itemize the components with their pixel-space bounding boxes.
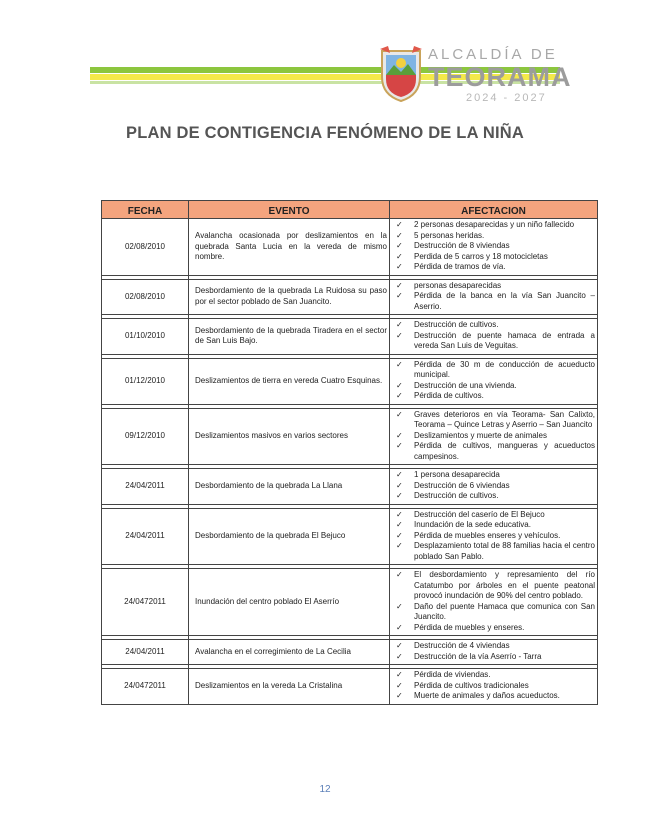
- cell-afectacion: [390, 669, 598, 705]
- afectacion-list: [392, 320, 595, 352]
- afectacion-list: [392, 641, 595, 662]
- cell-fecha: 02/08/2010: [102, 279, 189, 315]
- cell-fecha: 24/0472011: [102, 669, 189, 705]
- header-evento: EVENTO: [189, 201, 390, 219]
- table-row: [102, 569, 598, 636]
- table-row: [102, 669, 598, 705]
- cell-evento: Avalancha en el corregimiento de La Cecilia: [189, 640, 390, 665]
- cell-fecha: 24/0472011: [102, 569, 189, 636]
- cell-afectacion: [390, 640, 598, 665]
- header-fecha: FECHA: [102, 201, 189, 219]
- afectacion-item: ✓ Deslizamientos y muerte de animales: [392, 431, 595, 442]
- cell-afectacion: [390, 569, 598, 636]
- afectacion-item: ✓ Destrucción de puente hamaca de entrada a vereda San Luis de Veguitas.: [392, 331, 595, 352]
- events-table: [101, 200, 598, 705]
- afectacion-list: [392, 281, 595, 313]
- brand-years: 2024 - 2027: [466, 92, 547, 104]
- brand-name: TEORAMA: [428, 62, 572, 92]
- afectacion-item: ✓ 2 personas desaparecidas y un niño fallecido: [392, 220, 595, 231]
- cell-evento: Avalancha ocasionada por deslizamientos en la quebrada Santa Lucia en la vereda de mismo nombre.: [189, 219, 390, 276]
- afectacion-item: ✓ Pérdida de tramos de vía.: [392, 262, 595, 273]
- cell-evento: Deslizamientos masivos en varios sectores: [189, 408, 390, 465]
- afectacion-item: ✓ Pérdida de cultivos tradicionales: [392, 681, 595, 692]
- cell-fecha: 01/12/2010: [102, 358, 189, 404]
- table-row: [102, 358, 598, 404]
- cell-fecha: 24/04/2011: [102, 640, 189, 665]
- afectacion-list: [392, 220, 595, 273]
- afectacion-item: ✓ El desbordamiento y represamiento del río Catatumbo por árboles en el puente peatonal provocó inundación de 90% del centro poblado.: [392, 570, 595, 602]
- cell-fecha: 09/12/2010: [102, 408, 189, 465]
- afectacion-item: ✓ Destrucción de cultivos.: [392, 320, 595, 331]
- afectacion-item: ✓ Destrucción del caserío de El Bejuco: [392, 510, 595, 521]
- brand-block: [428, 46, 588, 105]
- cell-afectacion: [390, 279, 598, 315]
- afectacion-item: ✓ Destrucción de 6 viviendas: [392, 481, 595, 492]
- afectacion-item: ✓ Destrucción de cultivos.: [392, 491, 595, 502]
- cell-evento: Desbordamiento de la quebrada La Llana: [189, 469, 390, 505]
- brand-line-1: ALCALDÍA DE: [428, 46, 558, 63]
- afectacion-item: ✓ Destrucción de 4 viviendas: [392, 641, 595, 652]
- table-row: [102, 319, 598, 355]
- municipal-crest-icon: [378, 45, 424, 103]
- table-row: [102, 279, 598, 315]
- afectacion-item: ✓ Perdida de 5 carros y 18 motocicletas: [392, 252, 595, 263]
- cell-afectacion: [390, 219, 598, 276]
- cell-afectacion: [390, 469, 598, 505]
- afectacion-list: [392, 510, 595, 563]
- cell-fecha: 24/04/2011: [102, 508, 189, 565]
- table-row: [102, 640, 598, 665]
- afectacion-item: ✓ Pérdida de cultivos, mangueras y acueductos campesinos.: [392, 441, 595, 462]
- cell-evento: Desbordamiento de la quebrada La Ruidosa su paso por el sector poblado de San Juancito.: [189, 279, 390, 315]
- afectacion-item: ✓ Pérdida de muebles y enseres.: [392, 623, 595, 634]
- afectacion-list: [392, 470, 595, 502]
- table-row: [102, 508, 598, 565]
- cell-fecha: 02/08/2010: [102, 219, 189, 276]
- afectacion-item: ✓ Destrucción de la vía Aserrío - Tarra: [392, 652, 595, 663]
- cell-evento: Deslizamientos en la vereda La Cristalina: [189, 669, 390, 705]
- cell-evento: Deslizamientos de tierra en vereda Cuatro Esquinas.: [189, 358, 390, 404]
- header-afectacion: AFECTACION: [390, 201, 598, 219]
- cell-afectacion: [390, 508, 598, 565]
- cell-evento: Inundación del centro poblado El Aserrío: [189, 569, 390, 636]
- afectacion-item: ✓ Daño del puente Hamaca que comunica con San Juancito.: [392, 602, 595, 623]
- cell-evento: Desbordamiento de la quebrada Tiradera en el sector de San Luis Bajo.: [189, 319, 390, 355]
- page-number: 12: [319, 784, 331, 795]
- afectacion-item: ✓ 1 persona desaparecida: [392, 470, 595, 481]
- table-header-row: [102, 201, 598, 219]
- afectacion-item: ✓ Desplazamiento total de 88 familias hacia el centro poblado San Pablo.: [392, 541, 595, 562]
- afectacion-list: [392, 570, 595, 633]
- afectacion-item: ✓ 5 personas heridas.: [392, 231, 595, 242]
- afectacion-item: ✓ Destrucción de una vivienda.: [392, 381, 595, 392]
- table-row: [102, 408, 598, 465]
- afectacion-item: ✓ Inundación de la sede educativa.: [392, 520, 595, 531]
- afectacion-item: ✓ Pérdida de 30 m de conducción de acueducto municipal.: [392, 360, 595, 381]
- cell-fecha: 24/04/2011: [102, 469, 189, 505]
- document-title: PLAN DE CONTIGENCIA FENÓMENO DE LA NIÑA: [126, 124, 524, 142]
- afectacion-item: ✓ Muerte de animales y daños acueductos.: [392, 691, 595, 702]
- cell-fecha: 01/10/2010: [102, 319, 189, 355]
- afectacion-list: [392, 360, 595, 402]
- cell-afectacion: [390, 408, 598, 465]
- afectacion-item: ✓ Graves deterioros en vía Teorama- San Calixto, Teorama – Quince Letras y Aserrio – San Juancito: [392, 410, 595, 431]
- afectacion-item: ✓ Pérdida de la banca en la vía San Juancito – Aserrio.: [392, 291, 595, 312]
- afectacion-item: ✓ Pérdida de cultivos.: [392, 391, 595, 402]
- cell-afectacion: [390, 358, 598, 404]
- afectacion-item: ✓ Pérdida de viviendas.: [392, 670, 595, 681]
- cell-evento: Desbordamiento de la quebrada El Bejuco: [189, 508, 390, 565]
- afectacion-list: [392, 670, 595, 702]
- afectacion-item: ✓ Destrucción de 8 viviendas: [392, 241, 595, 252]
- afectacion-item: ✓ Pérdida de muebles enseres y vehículos.: [392, 531, 595, 542]
- table-row: [102, 469, 598, 505]
- cell-afectacion: [390, 319, 598, 355]
- afectacion-list: [392, 410, 595, 463]
- table-row: [102, 219, 598, 276]
- table-body: [102, 219, 598, 705]
- afectacion-item: ✓ personas desaparecidas: [392, 281, 595, 292]
